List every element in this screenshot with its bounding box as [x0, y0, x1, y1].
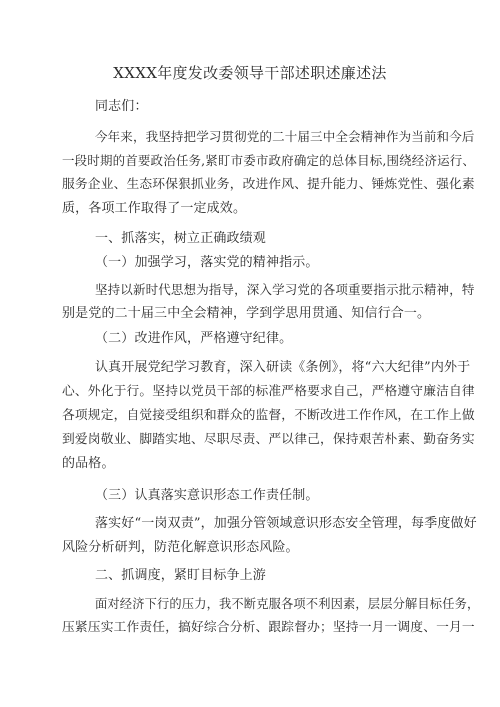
paragraph-line: 今年来，我坚持把学习贯彻党的二十届三中全会精神作为当前和今后: [95, 129, 475, 144]
subsection-heading: （一）加强学习，落实党的精神指示。: [95, 255, 319, 270]
subsection-heading: （三）认真落实意识形态工作责任制。: [95, 488, 319, 503]
paragraph-line: 服务企业、生态环保狠抓业务，改进作风、提升能力、锤炼党性、强化素: [62, 177, 475, 192]
paragraph-line: 认真开展党纪学习教育，深入研读《条例》，将“六大纪律”内外于: [95, 360, 471, 375]
paragraph-line: 落实好“一岗双责”，加强分管领域意识形态安全管理，每季度做好: [95, 516, 477, 531]
paragraph-line: 压紧压实工作责任，搞好综合分析、跟踪督办；坚持一月一调度、一月一: [62, 620, 475, 635]
paragraph-line: 一段时期的首要政治任务,紧盯市委市政府确定的总体目标,围绕经济运行、: [62, 153, 476, 168]
subsection-heading: （二）改进作风，严格遵守纪律。: [95, 331, 293, 346]
document-title: XXXX年度发改委领导干部述职述廉述法: [113, 64, 387, 82]
paragraph-line: 面对经济下行的压力，我不断克服各项不利因素，层层分解目标任务，: [95, 597, 480, 611]
paragraph-line: 别是党的二十届三中全会精神，学到学思用贯通、知信行合一。: [62, 306, 431, 321]
paragraph-line: 的品格。: [62, 456, 115, 471]
paragraph-line: 心、外化于行。坚持以党员干部的标准严格要求自己，严格遵守廉洁自律: [62, 384, 475, 399]
section-heading: 二、抓调度，紧盯目标争上游: [95, 568, 266, 583]
paragraph-line: 各项规定，自觉接受组织和群众的监督，不断改进工作作风，在工作上做: [62, 408, 475, 423]
paragraph-line: 质，各项工作取得了一定成效。: [62, 201, 247, 216]
section-heading: 一、抓落实，树立正确政绩观: [95, 231, 266, 246]
paragraph-line: 风险分析研判，防范化解意识形态风险。: [62, 540, 299, 555]
paragraph-line: 坚持以新时代思想为指导，深入学习党的各项重要指示批示精神，特: [95, 282, 475, 297]
paragraph-line: 到爱岗敬业、脚踏实地、尽职尽责、严以律己，保持艰苦朴素、勤奋务实: [62, 432, 475, 447]
salutation: 同志们：: [95, 99, 148, 114]
